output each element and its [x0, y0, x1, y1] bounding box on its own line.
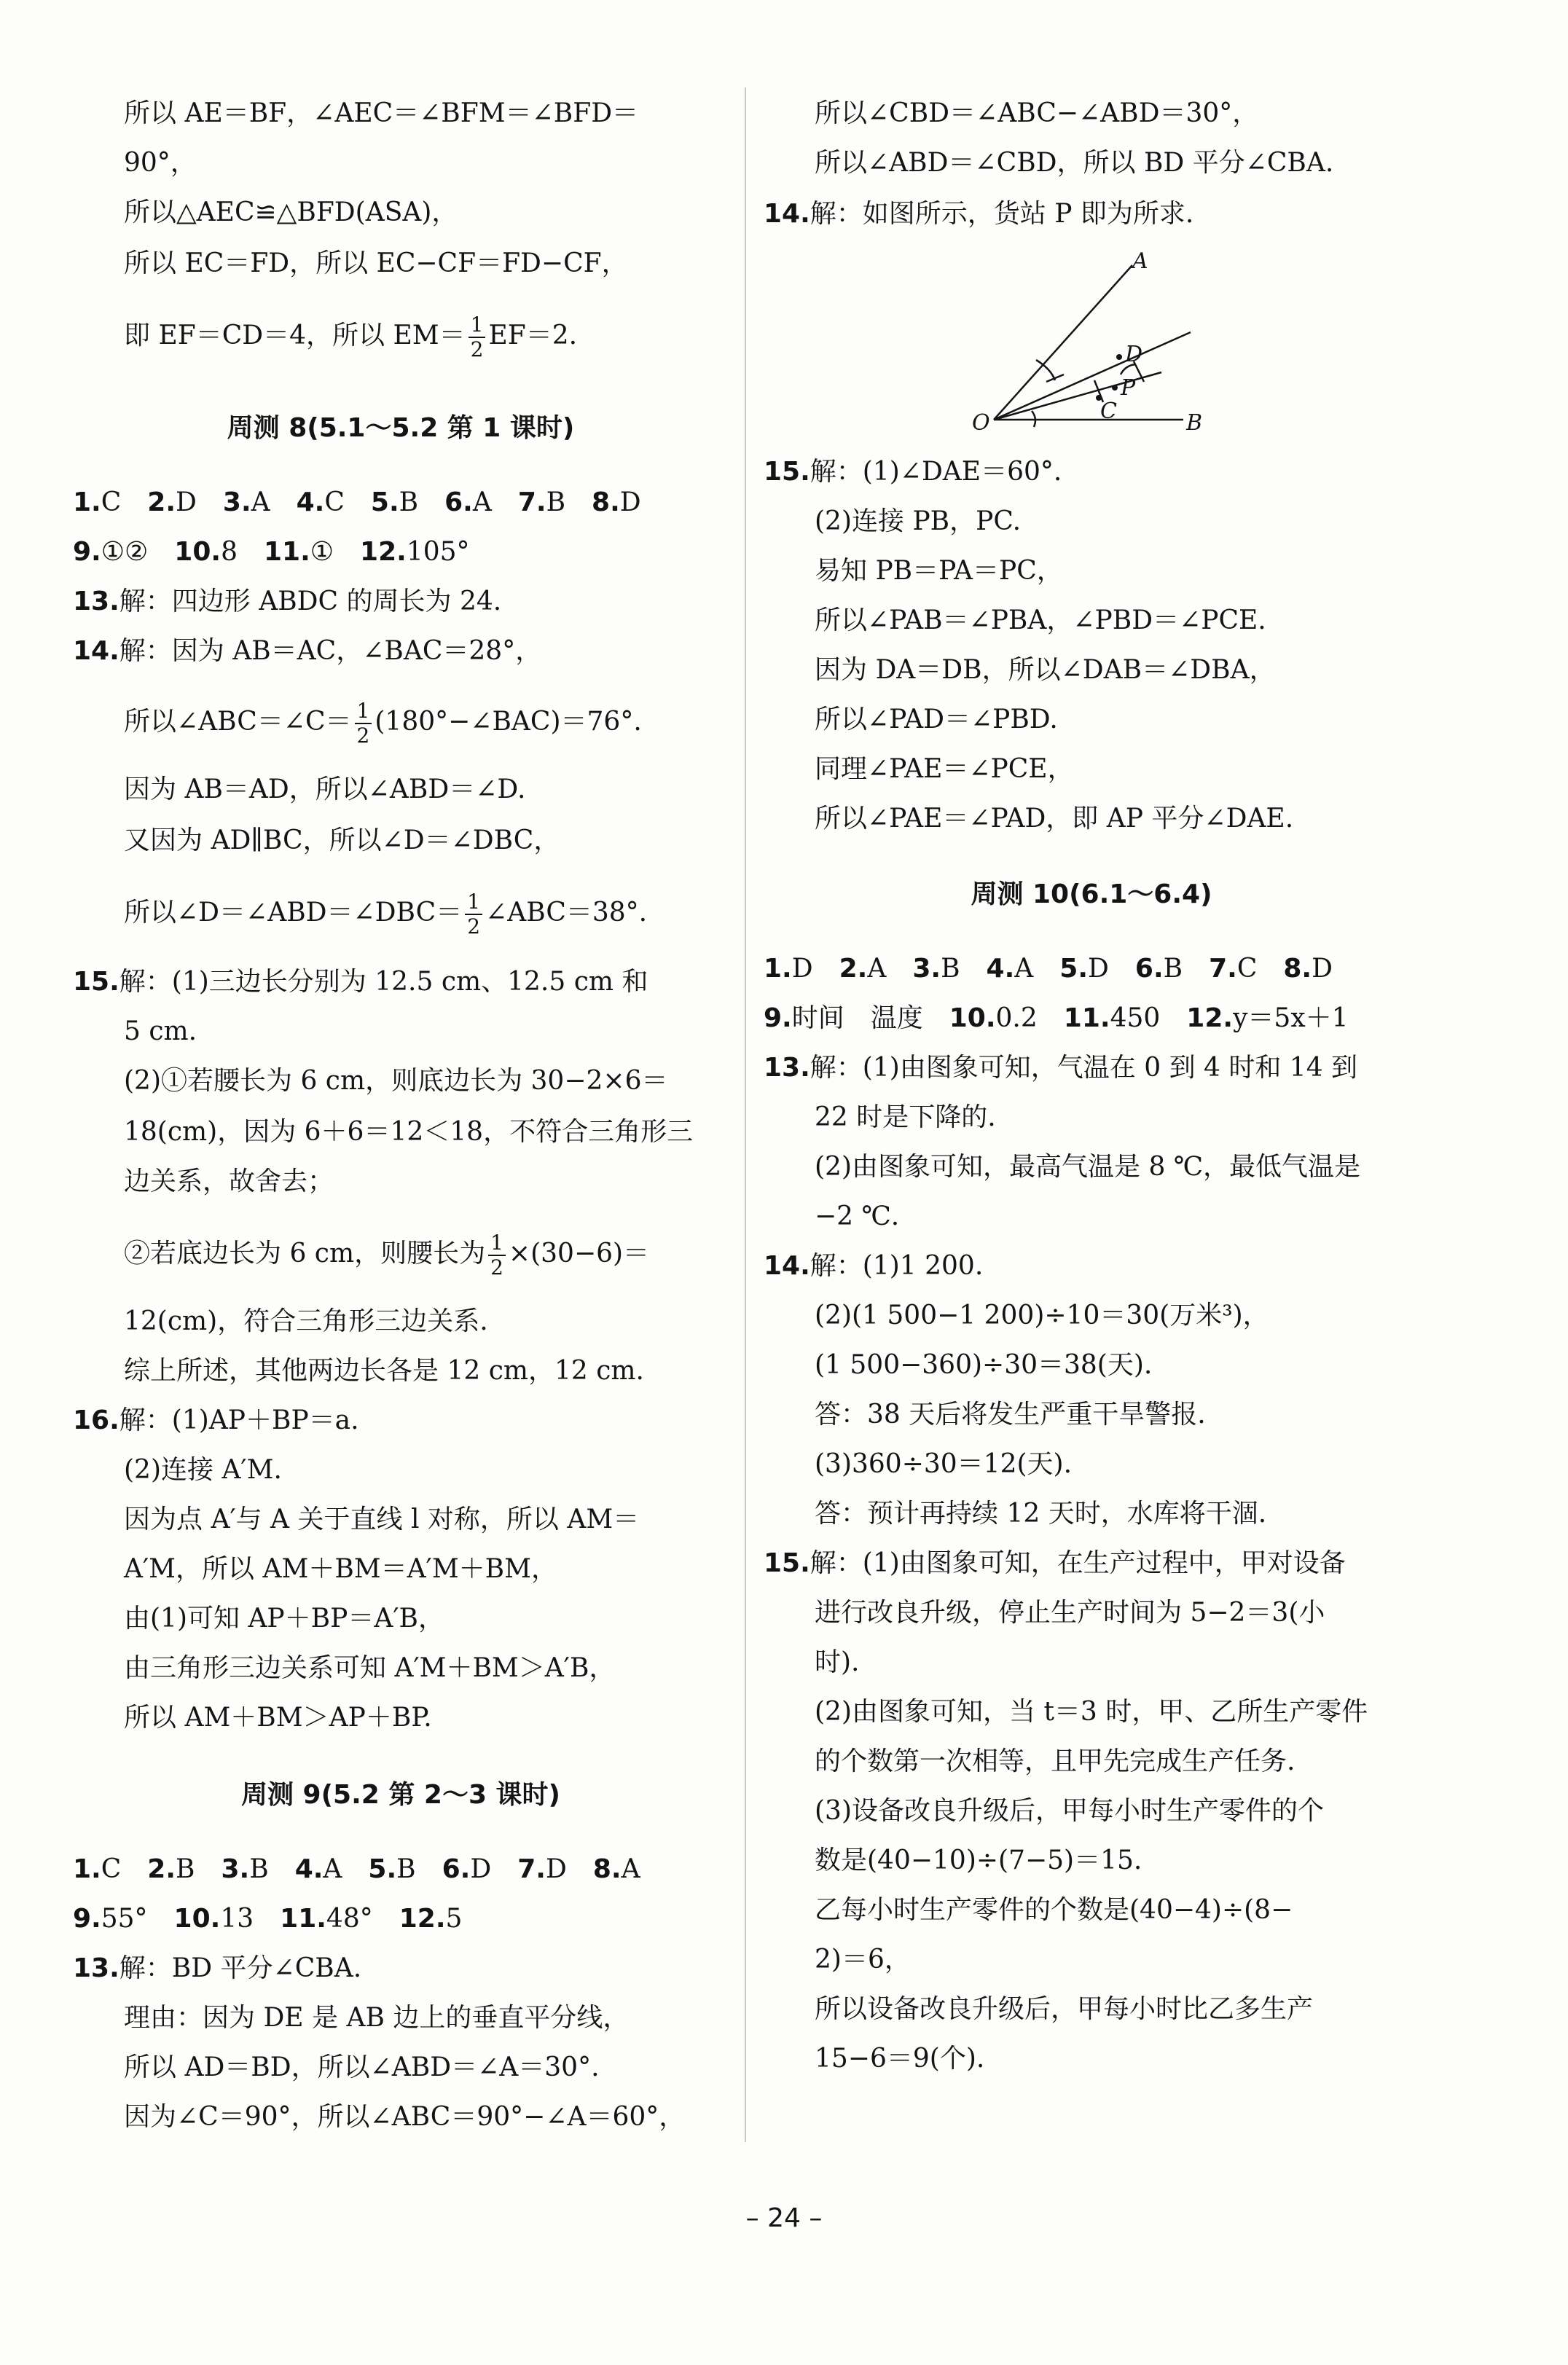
answer-line: 18(cm)，因为 6＋6＝12＜18，不符合三角形三 — [124, 1117, 694, 1147]
answer-line: 所以∠ABD＝∠CBD，所以 BD 平分∠CBA. — [815, 148, 1334, 178]
label-D: D — [1125, 342, 1143, 367]
answer-line: 因为点 A′与 A 关于直线 l 对称，所以 AM＝ — [124, 1505, 640, 1534]
page-number: – 24 – — [745, 2203, 823, 2233]
problem-13: 13.解：四边形 ABDC 的周长为 24. — [73, 587, 502, 616]
problem-14: 14.解：(1)1 200. — [764, 1251, 984, 1281]
fraction: $\frac{1}{2}$ — [469, 313, 486, 361]
answer-line: 易知 PB＝PA＝PC， — [815, 556, 1063, 586]
section-title-week9: 周测 9(5.2 第 2～3 课时) — [241, 1780, 560, 1810]
fraction: $\frac{1}{2}$ — [355, 699, 372, 748]
answer-line: 答：38 天后将发生严重干旱警报. — [815, 1400, 1206, 1429]
answer-line: 因为 DA＝DB，所以∠DAB＝∠DBA， — [815, 655, 1276, 685]
answer-line: 所以 AE＝BF，∠AEC＝∠BFM＝∠BFD＝ — [124, 98, 639, 128]
answer-line: 15−6＝9(个). — [815, 2044, 985, 2074]
answer-line: 又因为 AD∥BC，所以∠D＝∠DBC， — [124, 825, 560, 855]
problem-15: 15.解：(1)三边长分别为 12.5 cm、12.5 cm 和 — [73, 967, 648, 997]
answer-line: 由(1)可知 AP＋BP＝A′B， — [124, 1604, 444, 1633]
answer-line: 所以 AM＋BM＞AP＋BP. — [124, 1703, 432, 1733]
answer-line: (2)由图象可知，最高气温是 8 ℃，最低气温是 — [815, 1152, 1361, 1182]
answer-line: −2 ℃. — [815, 1201, 900, 1231]
column-divider — [745, 87, 746, 2142]
answer-line: (2)①若腰长为 6 cm，则底边长为 30−2×6＝ — [124, 1066, 668, 1096]
answer-line: 理由：因为 DE 是 AB 边上的垂直平分线， — [124, 2003, 630, 2033]
answer-line: (2)连接 A′M. — [124, 1455, 282, 1485]
answer-line: 因为 AB＝AD，所以∠ABD＝∠D. — [124, 774, 526, 804]
answer-line: 因为∠C＝90°，所以∠ABC＝90°−∠A＝60°， — [124, 2102, 686, 2132]
answer-line: 乙每小时生产零件的个数是(40−4)÷(8− — [815, 1895, 1293, 1925]
problem-13: 13.解：(1)由图象可知，气温在 0 到 4 时和 14 到 — [764, 1053, 1358, 1083]
ray-OA — [994, 265, 1132, 420]
point-D — [1116, 354, 1122, 360]
answer-line: 答：预计再持续 12 天时，水库将干涸. — [815, 1499, 1267, 1529]
section-title-week8: 周测 8(5.1～5.2 第 1 课时) — [227, 413, 575, 443]
answer-line: 5 cm. — [124, 1016, 197, 1046]
label-A: A — [1132, 252, 1148, 274]
fill-answers-row: 9.时间 温度 10.0.2 11.450 12.y＝5x＋1 — [764, 1003, 1349, 1033]
problem-14: 14.解：因为 AB＝AC，∠BAC＝28°， — [73, 636, 542, 666]
answer-line: (3)360÷30＝12(天). — [815, 1449, 1073, 1479]
answer-line: 所以 EC＝FD，所以 EC−CF＝FD−CF， — [124, 248, 628, 278]
answer-line: 所以∠PAB＝∠PBA，∠PBD＝∠PCE. — [815, 605, 1266, 635]
line-bisector — [994, 332, 1191, 420]
answer-line: (2)由图象可知，当 t＝3 时，甲、乙所生产零件 — [815, 1697, 1368, 1727]
answer-line: 边关系，故舍去； — [124, 1166, 334, 1196]
mc-answers-row: 1.C 2.B 3.B 4.A 5.B 6.D 7.D 8.A — [73, 1854, 640, 1884]
section-title-week10: 周测 10(6.1～6.4) — [971, 879, 1212, 909]
answer-line: (3)设备改良升级后，甲每小时生产零件的个 — [815, 1796, 1324, 1826]
answer-line: 数是(40−10)÷(7−5)＝15. — [815, 1846, 1142, 1875]
answer-line: (2)连接 PB，PC. — [815, 506, 1022, 536]
answer-line: 22 时是下降的. — [815, 1102, 996, 1132]
answer-line: 所以 AD＝BD，所以∠ABD＝∠A＝30°. — [124, 2052, 600, 2082]
arc-mark — [1046, 374, 1064, 382]
answer-line: 时). — [815, 1647, 860, 1677]
answer-line: 所以设备改良升级后，甲每小时比乙多生产 — [815, 1994, 1314, 2024]
fraction: $\frac{1}{2}$ — [488, 1231, 506, 1279]
geometry-figure — [965, 252, 1271, 456]
answer-line: 90°， — [124, 148, 197, 178]
problem-15: 15.解：(1)∠DAE＝60°. — [764, 457, 1062, 487]
answer-line: (2)(1 500−1 200)÷10＝30(万米³)， — [815, 1301, 1269, 1330]
point-P — [1112, 385, 1118, 391]
fraction: $\frac{1}{2}$ — [465, 890, 482, 938]
answer-line-fraction: 所以∠D＝∠ABD＝∠DBC＝ $\frac{1}{2}$ ∠ABC＝38°. — [124, 890, 648, 938]
answer-line: 综上所述，其他两边长各是 12 cm，12 cm. — [124, 1356, 644, 1386]
answer-line: 2)＝6， — [815, 1945, 911, 1974]
answer-line-fraction: ②若底边长为 6 cm，则腰长为 $\frac{1}{2}$ ×(30−6)＝ — [124, 1231, 650, 1279]
line-perp — [994, 372, 1161, 420]
answer-line: 同理∠PAE＝∠PCE， — [815, 754, 1074, 784]
answer-line: 12(cm)，符合三角形三边关系. — [124, 1306, 488, 1336]
answer-line: 所以∠PAD＝∠PBD. — [815, 705, 1058, 734]
answer-line-fraction: 所以∠ABC＝∠C＝ $\frac{1}{2}$ (180°−∠BAC)＝76°. — [124, 699, 642, 748]
answer-line: 所以△AEC≌△BFD(ASA)， — [124, 197, 458, 227]
answer-line: A′M，所以 AM＋BM＝A′M＋BM， — [124, 1554, 558, 1584]
mc-answers-row: 1.D 2.A 3.B 4.A 5.D 6.B 7.C 8.D — [764, 954, 1333, 984]
fill-answers-row: 9.①② 10.8 11.① 12.105° — [73, 537, 470, 567]
label-O: O — [972, 410, 990, 436]
answer-line: 所以∠CBD＝∠ABC−∠ABD＝30°， — [815, 98, 1259, 128]
label-C: C — [1100, 399, 1117, 424]
problem-13: 13.解：BD 平分∠CBA. — [73, 1953, 362, 1983]
mc-answers-row: 1.C 2.D 3.A 4.C 5.B 6.A 7.B 8.D — [73, 487, 641, 517]
answer-line: 的个数第一次相等，且甲先完成生产任务. — [815, 1746, 1295, 1776]
label-B: B — [1186, 410, 1203, 436]
fill-answers-row: 9.55° 10.13 11.48° 12.5 — [73, 1904, 463, 1934]
problem-15: 15.解：(1)由图象可知，在生产过程中，甲对设备 — [764, 1548, 1346, 1578]
problem-16: 16.解：(1)AP＋BP＝a. — [73, 1405, 359, 1435]
answer-line: 由三角形三边关系可知 A′M＋BM＞A′B， — [124, 1653, 616, 1683]
label-P: P — [1121, 375, 1136, 401]
answer-line: 进行改良升级，停止生产时间为 5−2＝3(小 — [815, 1598, 1325, 1628]
answer-line: (1 500−360)÷30＝38(天). — [815, 1350, 1153, 1380]
answer-line-fraction: 即 EF＝CD＝4，所以 EM＝ $\frac{1}{2}$ EF＝2. — [124, 313, 578, 361]
answer-line: 所以∠PAE＝∠PAD，即 AP 平分∠DAE. — [815, 804, 1294, 834]
problem-14: 14.解：如图所示，货站 P 即为所求. — [764, 199, 1194, 229]
